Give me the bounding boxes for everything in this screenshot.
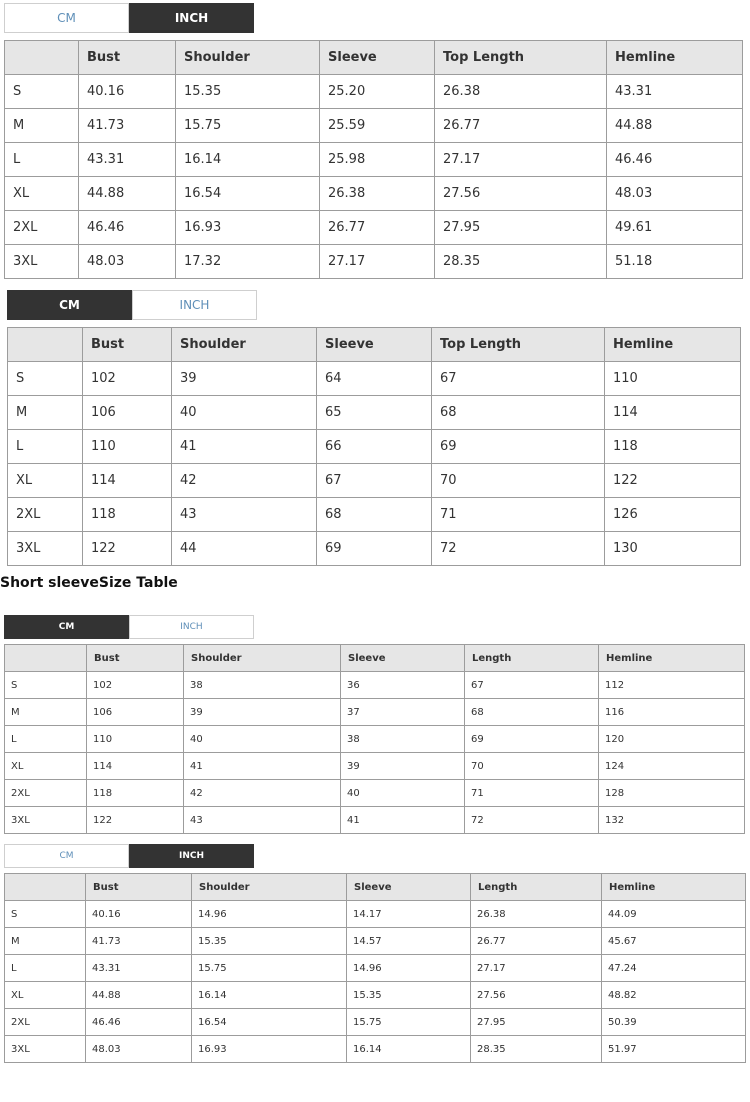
- section-title: Short sleeveSize Table: [0, 575, 178, 591]
- measurement-cell: 43.31: [607, 75, 743, 109]
- table-row: [5, 928, 746, 955]
- measurement-cell: 102: [83, 362, 172, 396]
- measurement-cell: 27.56: [471, 982, 602, 1009]
- size-label-cell: XL: [5, 177, 79, 211]
- measurement-cell: 16.54: [192, 1009, 347, 1036]
- table-row: [5, 177, 743, 211]
- cm-tab[interactable]: CM: [7, 290, 132, 320]
- measurement-cell: 39: [172, 362, 317, 396]
- measurement-cell: 43: [184, 807, 341, 834]
- measurement-cell: 126: [605, 498, 741, 532]
- measurement-cell: 122: [87, 807, 184, 834]
- measurement-cell: 42: [172, 464, 317, 498]
- table-row: [5, 143, 743, 177]
- table-row: [5, 982, 746, 1009]
- measurement-cell: 67: [317, 464, 432, 498]
- measurement-cell: 110: [83, 430, 172, 464]
- measurement-cell: 28.35: [435, 245, 607, 279]
- measurement-cell: 44.88: [86, 982, 192, 1009]
- measurement-cell: 26.77: [435, 109, 607, 143]
- table-row: [5, 807, 745, 834]
- measurement-cell: 26.77: [471, 928, 602, 955]
- measurement-cell: 65: [317, 396, 432, 430]
- measurement-cell: 27.95: [471, 1009, 602, 1036]
- column-header: Hemline: [602, 874, 746, 901]
- column-header: Top Length: [432, 328, 605, 362]
- size-label-cell: 2XL: [5, 1009, 86, 1036]
- measurement-cell: 43: [172, 498, 317, 532]
- size-label-cell: 3XL: [5, 245, 79, 279]
- measurement-cell: 71: [432, 498, 605, 532]
- measurement-cell: 68: [465, 699, 599, 726]
- table-row: [5, 901, 746, 928]
- measurement-cell: 43.31: [79, 143, 176, 177]
- table-header-row: [8, 328, 741, 362]
- size-table-cm-short: [4, 644, 745, 834]
- size-label-cell: 3XL: [5, 1036, 86, 1063]
- measurement-cell: 15.75: [176, 109, 320, 143]
- measurement-cell: 16.93: [192, 1036, 347, 1063]
- table-header-row: [5, 645, 745, 672]
- measurement-cell: 39: [341, 753, 465, 780]
- measurement-cell: 118: [83, 498, 172, 532]
- header-size-cell: [5, 645, 87, 672]
- measurement-cell: 128: [599, 780, 745, 807]
- table-row: [5, 109, 743, 143]
- measurement-cell: 132: [599, 807, 745, 834]
- size-label-cell: XL: [5, 753, 87, 780]
- measurement-cell: 26.38: [320, 177, 435, 211]
- measurement-cell: 67: [432, 362, 605, 396]
- measurement-cell: 38: [341, 726, 465, 753]
- size-label-cell: 2XL: [5, 780, 87, 807]
- column-header: Sleeve: [347, 874, 471, 901]
- measurement-cell: 41: [172, 430, 317, 464]
- cm-tab[interactable]: CM: [4, 615, 129, 639]
- measurement-cell: 70: [465, 753, 599, 780]
- column-header: Shoulder: [172, 328, 317, 362]
- column-header: Hemline: [599, 645, 745, 672]
- measurement-cell: 14.57: [347, 928, 471, 955]
- measurement-cell: 72: [465, 807, 599, 834]
- column-header: Length: [465, 645, 599, 672]
- size-table-inch-short: [4, 873, 746, 1063]
- column-header: Shoulder: [184, 645, 341, 672]
- measurement-cell: 46.46: [79, 211, 176, 245]
- table-row: [5, 753, 745, 780]
- measurement-cell: 46.46: [86, 1009, 192, 1036]
- measurement-cell: 41: [184, 753, 341, 780]
- measurement-cell: 110: [605, 362, 741, 396]
- size-label-cell: 2XL: [5, 211, 79, 245]
- measurement-cell: 71: [465, 780, 599, 807]
- table-row: [5, 1036, 746, 1063]
- measurement-cell: 64: [317, 362, 432, 396]
- measurement-cell: 40: [341, 780, 465, 807]
- column-header: Sleeve: [317, 328, 432, 362]
- table-row: [8, 498, 741, 532]
- measurement-cell: 43.31: [86, 955, 192, 982]
- table-row: [8, 362, 741, 396]
- size-label-cell: L: [5, 143, 79, 177]
- size-label-cell: S: [5, 672, 87, 699]
- size-table-inch-long: [4, 40, 743, 279]
- measurement-cell: 40.16: [86, 901, 192, 928]
- measurement-cell: 118: [87, 780, 184, 807]
- header-size-cell: [5, 874, 86, 901]
- measurement-cell: 36: [341, 672, 465, 699]
- unit-toggle-2: [7, 290, 257, 320]
- table-row: [5, 211, 743, 245]
- size-label-cell: 2XL: [8, 498, 83, 532]
- measurement-cell: 106: [83, 396, 172, 430]
- header-size-cell: [5, 41, 79, 75]
- measurement-cell: 44.88: [607, 109, 743, 143]
- measurement-cell: 116: [599, 699, 745, 726]
- measurement-cell: 48.82: [602, 982, 746, 1009]
- measurement-cell: 16.93: [176, 211, 320, 245]
- measurement-cell: 16.14: [192, 982, 347, 1009]
- cm-tab[interactable]: CM: [4, 844, 129, 868]
- measurement-cell: 120: [599, 726, 745, 753]
- measurement-cell: 68: [317, 498, 432, 532]
- measurement-cell: 67: [465, 672, 599, 699]
- size-label-cell: L: [5, 726, 87, 753]
- measurement-cell: 45.67: [602, 928, 746, 955]
- table-row: [8, 464, 741, 498]
- measurement-cell: 25.98: [320, 143, 435, 177]
- column-header: Shoulder: [192, 874, 347, 901]
- measurement-cell: 38: [184, 672, 341, 699]
- measurement-cell: 40: [172, 396, 317, 430]
- table-row: [5, 955, 746, 982]
- size-label-cell: S: [8, 362, 83, 396]
- measurement-cell: 27.56: [435, 177, 607, 211]
- column-header: Bust: [83, 328, 172, 362]
- measurement-cell: 27.17: [435, 143, 607, 177]
- measurement-cell: 41.73: [86, 928, 192, 955]
- measurement-cell: 26.38: [435, 75, 607, 109]
- measurement-cell: 114: [83, 464, 172, 498]
- measurement-cell: 27.17: [320, 245, 435, 279]
- measurement-cell: 47.24: [602, 955, 746, 982]
- measurement-cell: 114: [605, 396, 741, 430]
- measurement-cell: 130: [605, 532, 741, 566]
- measurement-cell: 26.77: [320, 211, 435, 245]
- table-row: [5, 726, 745, 753]
- measurement-cell: 110: [87, 726, 184, 753]
- table-row: [5, 245, 743, 279]
- measurement-cell: 124: [599, 753, 745, 780]
- unit-toggle-4: [4, 844, 254, 868]
- measurement-cell: 69: [465, 726, 599, 753]
- measurement-cell: 25.59: [320, 109, 435, 143]
- measurement-cell: 17.32: [176, 245, 320, 279]
- measurement-cell: 70: [432, 464, 605, 498]
- measurement-cell: 48.03: [79, 245, 176, 279]
- measurement-cell: 66: [317, 430, 432, 464]
- measurement-cell: 16.14: [347, 1036, 471, 1063]
- measurement-cell: 44: [172, 532, 317, 566]
- column-header: Hemline: [605, 328, 741, 362]
- measurement-cell: 49.61: [607, 211, 743, 245]
- measurement-cell: 72: [432, 532, 605, 566]
- column-header: Bust: [86, 874, 192, 901]
- measurement-cell: 15.75: [347, 1009, 471, 1036]
- unit-toggle-1: [4, 3, 254, 33]
- table-row: [8, 532, 741, 566]
- size-label-cell: XL: [8, 464, 83, 498]
- table-row: [5, 1009, 746, 1036]
- measurement-cell: 122: [605, 464, 741, 498]
- measurement-cell: 46.46: [607, 143, 743, 177]
- table-row: [5, 699, 745, 726]
- size-label-cell: 3XL: [5, 807, 87, 834]
- measurement-cell: 50.39: [602, 1009, 746, 1036]
- measurement-cell: 27.17: [471, 955, 602, 982]
- inch-tab[interactable]: INCH: [132, 290, 257, 320]
- measurement-cell: 42: [184, 780, 341, 807]
- column-header: Top Length: [435, 41, 607, 75]
- measurement-cell: 118: [605, 430, 741, 464]
- column-header: Sleeve: [341, 645, 465, 672]
- measurement-cell: 112: [599, 672, 745, 699]
- measurement-cell: 16.14: [176, 143, 320, 177]
- table-row: [8, 396, 741, 430]
- column-header: Shoulder: [176, 41, 320, 75]
- cm-tab[interactable]: CM: [4, 3, 129, 33]
- measurement-cell: 15.75: [192, 955, 347, 982]
- measurement-cell: 14.17: [347, 901, 471, 928]
- table-row: [8, 430, 741, 464]
- measurement-cell: 14.96: [192, 901, 347, 928]
- column-header: Length: [471, 874, 602, 901]
- column-header: Bust: [87, 645, 184, 672]
- size-label-cell: S: [5, 75, 79, 109]
- measurement-cell: 41.73: [79, 109, 176, 143]
- size-label-cell: M: [5, 928, 86, 955]
- size-label-cell: S: [5, 901, 86, 928]
- size-label-cell: M: [5, 109, 79, 143]
- size-table-cm-long: [7, 327, 741, 566]
- size-label-cell: L: [8, 430, 83, 464]
- measurement-cell: 114: [87, 753, 184, 780]
- unit-toggle-3: [4, 615, 254, 639]
- size-label-cell: L: [5, 955, 86, 982]
- inch-tab[interactable]: INCH: [129, 844, 254, 868]
- measurement-cell: 48.03: [86, 1036, 192, 1063]
- measurement-cell: 25.20: [320, 75, 435, 109]
- size-label-cell: XL: [5, 982, 86, 1009]
- header-size-cell: [8, 328, 83, 362]
- measurement-cell: 122: [83, 532, 172, 566]
- measurement-cell: 14.96: [347, 955, 471, 982]
- measurement-cell: 15.35: [176, 75, 320, 109]
- table-header-row: [5, 874, 746, 901]
- inch-tab[interactable]: INCH: [129, 615, 254, 639]
- column-header: Hemline: [607, 41, 743, 75]
- measurement-cell: 44.88: [79, 177, 176, 211]
- inch-tab[interactable]: INCH: [129, 3, 254, 33]
- table-header-row: [5, 41, 743, 75]
- measurement-cell: 28.35: [471, 1036, 602, 1063]
- measurement-cell: 48.03: [607, 177, 743, 211]
- measurement-cell: 69: [432, 430, 605, 464]
- measurement-cell: 27.95: [435, 211, 607, 245]
- column-header: Sleeve: [320, 41, 435, 75]
- measurement-cell: 69: [317, 532, 432, 566]
- size-label-cell: M: [5, 699, 87, 726]
- measurement-cell: 51.97: [602, 1036, 746, 1063]
- table-row: [5, 780, 745, 807]
- measurement-cell: 40.16: [79, 75, 176, 109]
- measurement-cell: 51.18: [607, 245, 743, 279]
- measurement-cell: 44.09: [602, 901, 746, 928]
- size-label-cell: M: [8, 396, 83, 430]
- measurement-cell: 26.38: [471, 901, 602, 928]
- table-row: [5, 672, 745, 699]
- measurement-cell: 40: [184, 726, 341, 753]
- measurement-cell: 41: [341, 807, 465, 834]
- measurement-cell: 68: [432, 396, 605, 430]
- measurement-cell: 15.35: [347, 982, 471, 1009]
- measurement-cell: 37: [341, 699, 465, 726]
- size-label-cell: 3XL: [8, 532, 83, 566]
- measurement-cell: 16.54: [176, 177, 320, 211]
- measurement-cell: 106: [87, 699, 184, 726]
- table-row: [5, 75, 743, 109]
- measurement-cell: 15.35: [192, 928, 347, 955]
- measurement-cell: 39: [184, 699, 341, 726]
- column-header: Bust: [79, 41, 176, 75]
- measurement-cell: 102: [87, 672, 184, 699]
